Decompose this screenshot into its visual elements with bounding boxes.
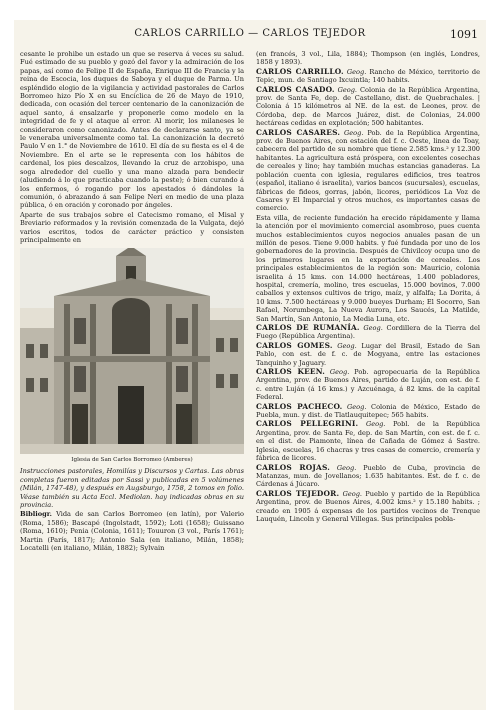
entry-headword: CARLOS DE RUMANÍA. (256, 323, 360, 332)
bibliography-paragraph (20, 510, 244, 552)
page-header (14, 28, 486, 46)
paragraph: cesante le prohibe un estado un que se reserva á veces su salud. Fué estimado de su pueblo y gozó del favor y la admiración de los papas, así como de Felipe II de España, Enrique III de Francia y la reina de Escocia, los duques de Saboya y el duque de Parma. Un espléndido elogio de la vigilancia y actividad pastorales de Carlos Borromeo hizo Pío X en su Encíclica de 26 de Mayo de 1910, dedicada, con ocasión del tercer centenario de la canonización de aquel santo, á ensalzarle y proponerle como modelo en la integridad de fe y el ataque al error. Al morir, los milaneses le consideraron como canonizado. Antes de declararse santo, ya se le veneraba universalmente como tal. La canonización la decretó Paulo V en 1.° de Noviembre de 1610. El día de su fiesta es el 4 de Noviembre. En el arte se le representa con los hábitos de cardenal, los pies descalzos, llevando la cruz de arzobispo, una soga alrededor del cuello y una mano alzada para bendecir (aludiendo á lo que practicaba cuando la peste); ó bien curando á los enfermos, ó rogando por los apestados ó dándoles la comunión, ó abrazando á san Felipe Neri en medio de una plaza pública, ó en oración y coronado por ángeles. (20, 50, 244, 210)
encyclopedia-page (14, 20, 486, 710)
entry-body: Rancho de México, territorio de Tepic, mun. de Santiago Ixcuintla; 140 habits. (256, 67, 480, 85)
entry-headword: CARLOS KEEN. (256, 367, 325, 377)
entry-list (256, 68, 480, 524)
entry-headword: CARLOS CASARES. (256, 127, 341, 137)
dictionary-entry (256, 342, 480, 367)
entry-body: Colonia de la República Argentina, prov. de Santa Fe, dep. de Castellano, dist. de Quebrachales. | Colonia á 15 kilómetros al NE. de la est. de Leones, prov. de Córdoba, dep. de Marcos Juárez, dist. de Colonias, 24.000 hectáreas cedidas en explotación; 500 habitantes. (256, 85, 480, 128)
dictionary-entry (256, 490, 480, 524)
dictionary-entry (256, 129, 480, 213)
paragraph-text: Instrucciones pastorales, Homilías y Discursos y Cartas. Las obras completas fueron editadas por Sassi y publicadas en 5 volúmenes (Milán, 1747-48), y después en Augsburgo, 1758, 2 tomos en folio. Véase también su Acta Eccl. Mediolan. hay indicadas obras en su provincia. (20, 467, 244, 509)
dictionary-entry (256, 68, 480, 85)
paragraph: Aparte de sus trabajos sobre el Catecismo romano, el Misal y Breviario reformados y la revisión comenzada de la Vulgata, dejó varios escritos, todos de carácter práctico y consisten principalmente en (20, 210, 244, 244)
paragraph (20, 467, 244, 509)
dictionary-entry (256, 86, 480, 128)
running-title: CARLOS CARRILLO — CARLOS TEJEDOR (134, 28, 366, 39)
entry-body: Pob. agropecuaria de la República Argentina, prov. de Buenos Aires, partido de Luján, con est. de f. c. entre Luján (á 16 kms.) y Azcuénaga, á 82 kms. de la capital Federal. (256, 368, 480, 402)
entry-category: Geog. (342, 489, 363, 498)
church-engraving-image (20, 248, 244, 464)
entry-headword: CARLOS PELLEGRINI. (256, 419, 359, 429)
dictionary-entry (256, 403, 480, 420)
left-column (20, 50, 244, 700)
entry-category: Geog. (347, 402, 367, 411)
entry-category: Geog. (336, 463, 357, 472)
entry-body: Cordillera de la Tierra del Fuego (República Argentina). (256, 324, 480, 341)
dictionary-entry (256, 464, 480, 489)
dictionary-entry (256, 214, 480, 323)
entry-body: Pobl. de la República Argentina, prov. de Santa Fe, dep. de San Martín, con est. de f. c. en el dist. de Piamonte, línea de Cañada de Gómez á Sastre. Iglesia, escuelas, 16 chacras y tres casas de comercio, cremería y fábrica de licores. (256, 420, 480, 463)
bibliography-text: Vida de san Carlos Borromeo (en latín), por Valerio (Roma, 1586); Bascapé (Ingolstadt, 1592); Loti (1658); Guissano (Roma, 1610); Penia (Colonia, 1611); Touuron (3 vol., París 1761); Martin (París, 1817); Antonio Sala (en italiano, Milán, 1858); Locatelli (en italiano, Milán, 1882); Sylvain (20, 510, 244, 552)
entry-body: Pob. de la República Argentina, prov. de Buenos Aires, con estación del f. c. Oeste, linea de Toay, cabecera del partido de su nombre que tiene 2.585 kms.² y 12.300 habitantes. La agricultura está próspera, con excelentes cosechas de cereales y lino; hay también muchas estancias ganaderas. La población cuenta con iglesia, regulares edificios, tres teatros (español, italiano é israelita), varios bancos (sucursales), escuelas, fábricas de fideos, gorras, jabón, licores, periódicos La Voz de Casares y El Imparcial y otros muchos, es importantes casas de comercio. (256, 128, 480, 213)
entry-category: Geog. (337, 341, 357, 350)
entry-body: Pueblo y partido de la República Argentina, prov. de Buenos Aires, 4.002 kms.² y 15.180 habits. ; creado en 1905 á expensas de los partidos vecinos de Trenque Lauquén, Lincoln y General Villegas. Sus principales pobla- (256, 489, 480, 523)
entry-body: Esta villa, de reciente fundación ha erecido rápidamente y llama la atención por el movimiento comercial asombroso, pues cuenta muchos establecimientos cuyos negocios anuales pasan de un millón de pesos. Tiene 9.000 habits. y fué fundada por uno de los gobernadores de la provincia. Después de Chivilcoy ocupa uno de los primeros lugares en la exportación de cereales. Los principales establecimientos de la región son: Mauricio, colonia israelita á 15 kms. con 14.000 hectáreas, 1.400 pobladores, hospital, cremería, molino, tres escuelas, 15.000 bovinos, 7.000 caballos y extensos cultivos de trigo, maíz, y alfalfa; La Dorita, á 10 kms. 7.500 hectáreas y 9.000 bueyes Durham; El Socorro, San Rafael, Norumbega, La Nueva Aurora, Los Saucés, La Matilde, San Martín, San Antonio, La Media Luna, etc. (256, 213, 480, 323)
entry-headword: CARLOS CASADO. (256, 84, 335, 94)
paragraph: (en francés, 3 vol., Lila, 1884); Thompson (en inglés, Londres, 1858 y 1893). (256, 50, 480, 67)
entry-category: Geog. (344, 128, 364, 137)
entry-headword: CARLOS ROJAS. (256, 462, 331, 472)
bibliography-label: Bibliogr. (20, 510, 52, 519)
entry-body: Lugar del Brasil, Estado de San Pablo, con est. de f. c. de Mogyana, entre las estaciones Tanquinho y Jaguary. (256, 341, 480, 367)
right-column (256, 50, 480, 700)
entry-category: Geog. (337, 85, 358, 94)
entry-category: Geog. (346, 67, 367, 76)
page-number: 1091 (450, 28, 478, 41)
entry-body: Pueblo de Cuba, provincia de Matanzas, mun. de Jovellanos; 1.635 habitantes. Est. de f. c. de Cárdenas á Júcaro. (256, 463, 480, 489)
entry-headword: CARLOS PACHECO. (256, 401, 343, 411)
entry-category: Geog. (329, 368, 350, 377)
entry-headword: CARLOS CARRILLO. (256, 66, 344, 76)
entry-headword: CARLOS TEJEDOR. (256, 488, 340, 498)
church-illustration (20, 248, 244, 464)
entry-body: Colonia de México, Estado de Puebla, mun. y dist. de Tlatlauquitepec; 565 habits. (256, 402, 481, 420)
dictionary-entry (256, 420, 480, 462)
dictionary-entry (256, 368, 480, 402)
entry-category: Geog. (365, 420, 386, 429)
figure-caption: Iglesia de San Carlos Borromeo (Amberes) (71, 456, 193, 463)
entry-category: Geog. (363, 324, 383, 332)
dictionary-entry (256, 324, 480, 341)
entry-headword: CARLOS GOMES. (256, 340, 333, 350)
